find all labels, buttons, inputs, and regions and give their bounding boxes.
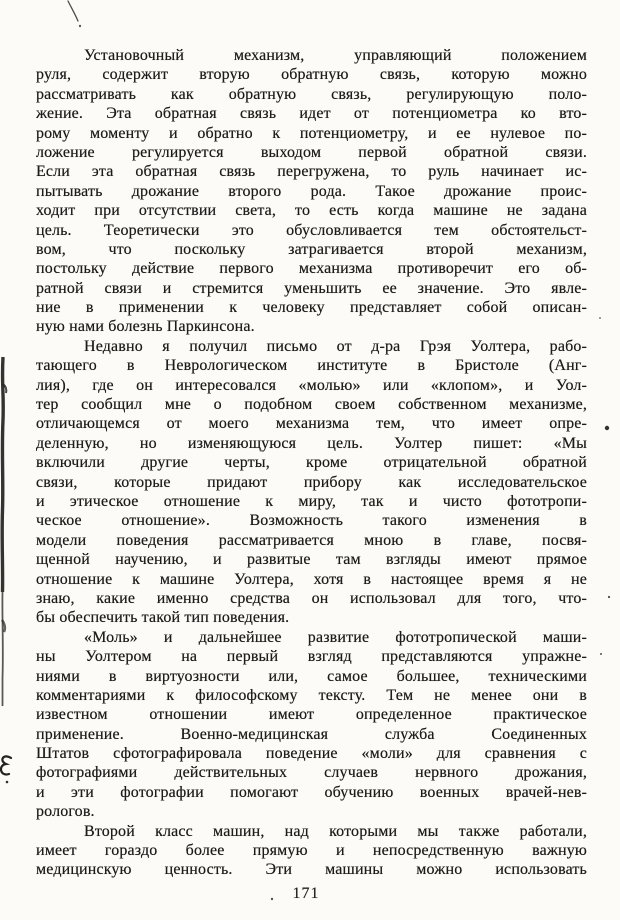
text-line: деленную, но изменяющуюся цель. Уолтер пишет: «Мы <box>36 434 587 452</box>
page-text <box>36 46 587 880</box>
paragraph-4 <box>36 822 587 880</box>
text-line: имеет гораздо более прямую и непосредственную важную <box>36 842 587 860</box>
text-line: знаю, какие именно средства он использовал для того, что- <box>36 589 587 607</box>
paragraph-3 <box>36 628 587 822</box>
text-line: постольку действие первого механизма противоречит его об- <box>36 260 587 278</box>
text-line: ную нами болезнь Паркинсона. <box>36 318 255 336</box>
text-line: Если эта обратная связь перегружена, то руль начинает ис- <box>36 163 587 181</box>
scratch-mark-top-left <box>68 1 81 27</box>
text-line: тающего в Неврологическом институте в Бристоле (Анг- <box>36 357 587 375</box>
paragraph-1 <box>36 46 587 337</box>
binding-streak-left-edge <box>2 357 6 706</box>
text-line: лия), где он интересовался «молью» или «клопом», и Уол- <box>36 376 587 394</box>
text-line: ходит при отсутствии света, то есть когда машине не задана <box>36 202 587 220</box>
text-line: Штатов сфотографировала поведение «моли» для сравнения с <box>36 745 587 763</box>
text-line: ны Уолтером на первый взгляд представляются упражне- <box>36 648 587 666</box>
text-line: вом, что поскольку затрагивается второй механизм, <box>36 240 587 258</box>
speck-right-lower <box>608 596 610 598</box>
text-line: цель. Теоретически это обусловливается тем обстоятельст- <box>36 221 587 239</box>
text-line: связи, которые придают прибору как исследовательское <box>36 473 587 491</box>
text-line: ние в применении к человеку представляет собой описан- <box>36 299 587 317</box>
curl-mark-left-edge <box>1 756 11 783</box>
text-line: включили другие черты, кроме отрицательной обратной <box>36 454 587 472</box>
text-line: бы обеспечить такой тип поведения. <box>36 609 290 627</box>
text-line: отношение к машине Уолтера, хотя в настоящее время я не <box>36 570 587 588</box>
text-line: Установочный механизм, управляющий положением <box>84 47 587 64</box>
speck-right-upper <box>605 426 609 430</box>
text-line: модели поведения рассматривается мною в главе, посвя- <box>36 531 587 549</box>
page-number: 171 <box>292 885 320 902</box>
text-line: ратной связи и стремится уменьшить ее значение. Это явле- <box>36 279 587 297</box>
text-line: и эти фотографии помогают обучению военных врачей-нев- <box>36 783 587 801</box>
text-line: и этическое отношение к миру, так и чисто фототропи- <box>36 492 587 510</box>
paragraph-2 <box>36 337 587 628</box>
text-line: щенной научению, и развитые там взгляды имеют прямое <box>36 551 587 569</box>
text-line: применение. Военно-медицинская служба Соединенных <box>36 725 587 743</box>
text-line: ческое отношение». Возможность такого изменения в <box>36 512 587 530</box>
text-line: Второй класс машин, над которыми мы также работали, <box>84 822 587 840</box>
text-line: руля, содержит вторую обратную связь, которую можно <box>36 66 587 84</box>
text-line: отличающемся от моего механизма тем, что имеет опре- <box>36 415 587 433</box>
text-line: рологов. <box>36 803 95 821</box>
text-line: комментариями к философскому тексту. Тем не менее они в <box>36 686 587 704</box>
speck-right-middle <box>600 653 602 655</box>
text-line: ниями в виртуозности или, самое большее, техническими <box>36 667 587 685</box>
text-line: Недавно я получил письмо от д-ра Грэя Уолтера, рабо- <box>84 337 587 355</box>
speck-right-of-text <box>599 317 601 319</box>
text-line: ложение регулируется выходом первой обратной связи. <box>36 143 587 161</box>
text-line: рому моменту и обратно к потенциометру, и ее нулевое по- <box>36 124 587 142</box>
text-line: тер сообщил мне о подобном своем собственном механизме, <box>36 396 587 414</box>
text-line: фотографиями действительных случаев нервного дрожания, <box>36 764 587 782</box>
text-line: пытывать дрожание второго рода. Такое дрожание проис- <box>36 182 587 200</box>
text-line: медицинскую ценность. Эти машины можно использовать <box>36 861 587 879</box>
text-line: известном отношении имеют определенное практическое <box>36 706 587 724</box>
text-line: жение. Эта обратная связь идет от потенциометра ко вто- <box>36 105 587 123</box>
text-line: «Моль» и дальнейшее развитие фототропической маши- <box>84 628 587 646</box>
text-line: рассматривать как обратную связь, регулирующую поло- <box>36 85 587 103</box>
